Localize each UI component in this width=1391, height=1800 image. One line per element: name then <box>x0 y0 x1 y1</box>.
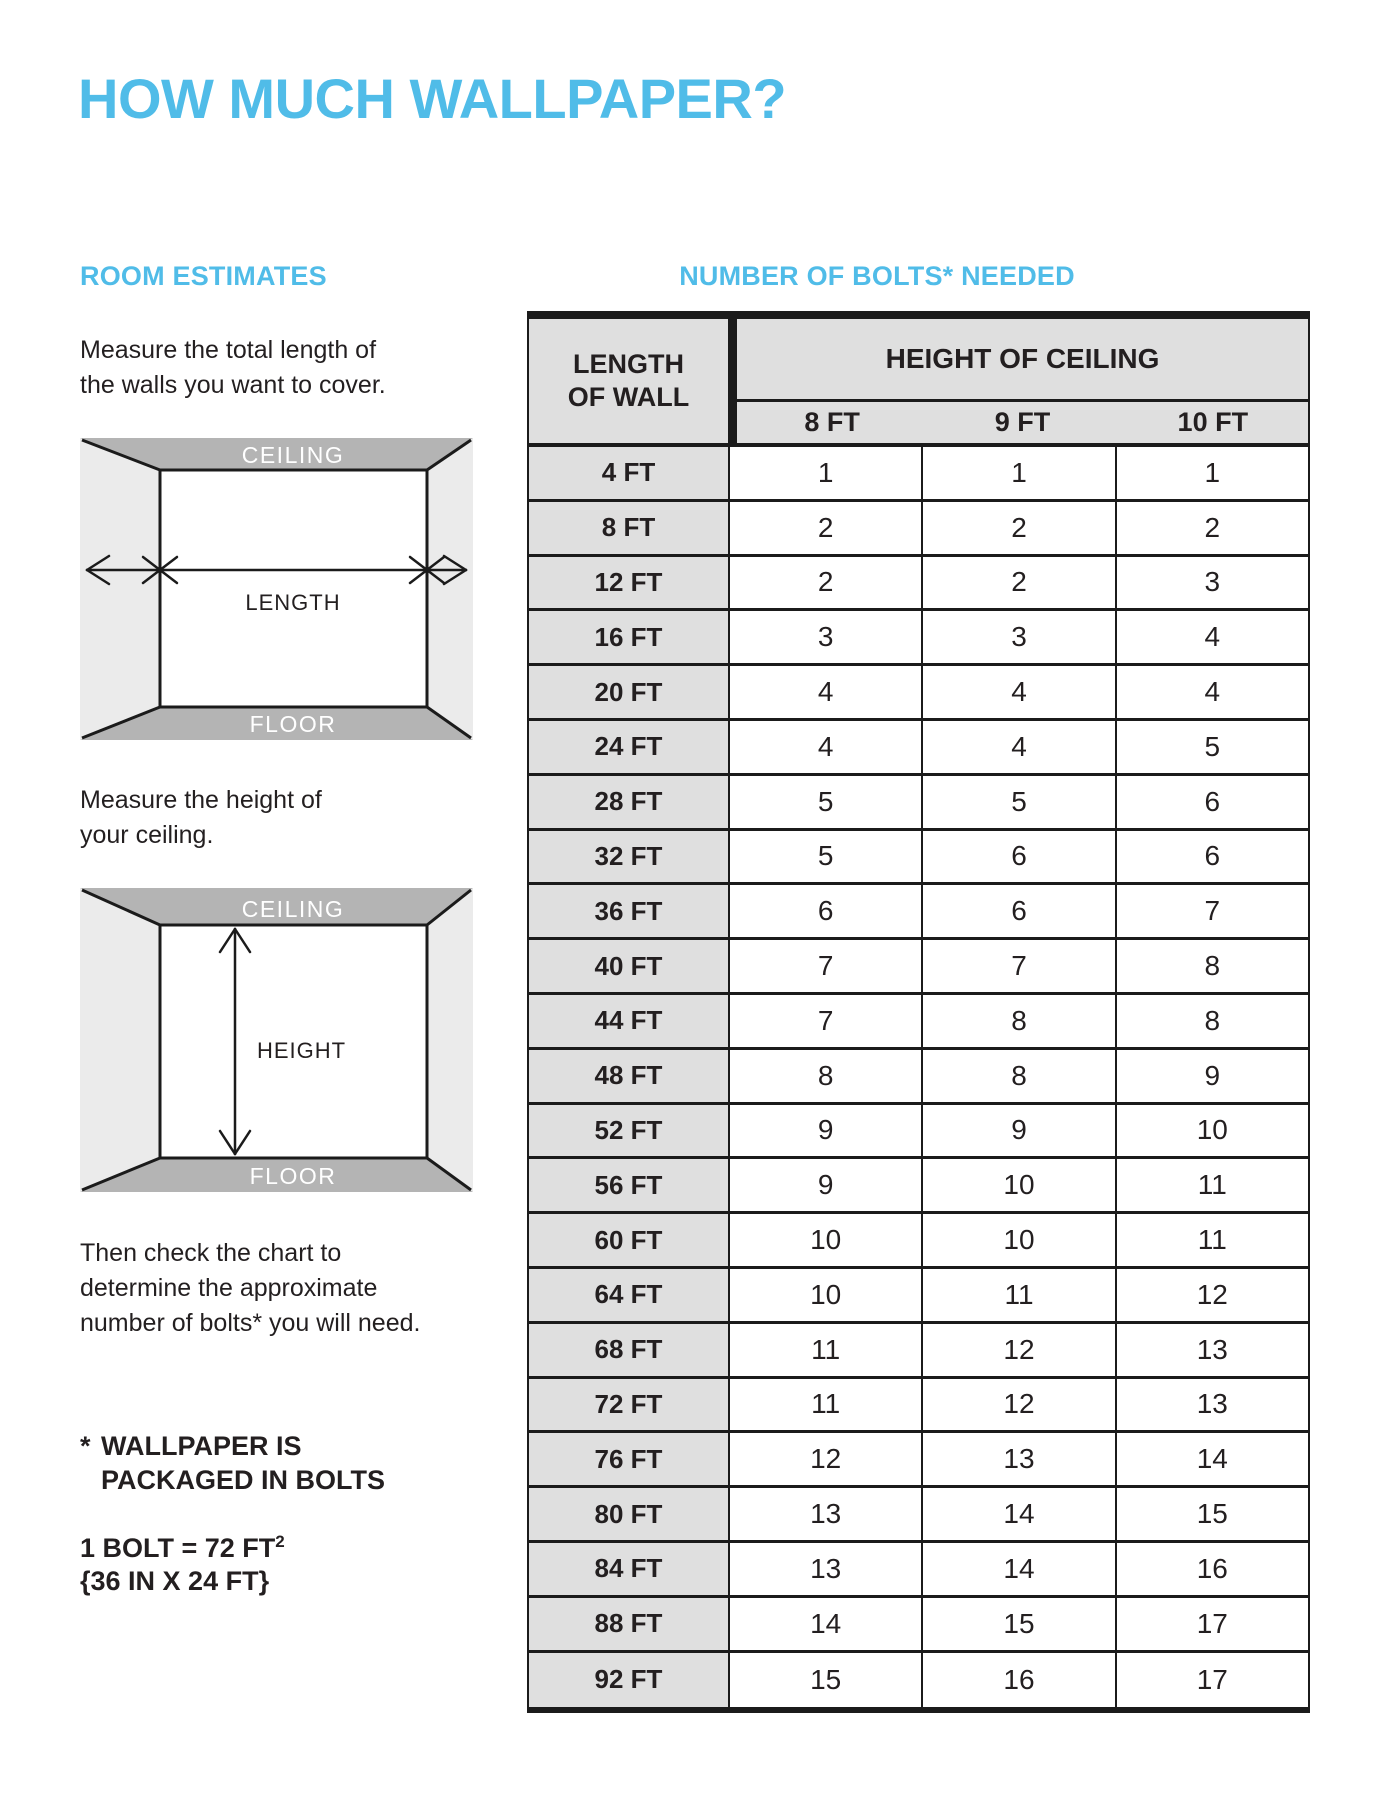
bolts-value: 1 <box>728 447 921 499</box>
instruction-step2-line1: Measure the height of <box>80 786 322 814</box>
bolts-value: 3 <box>1115 557 1310 609</box>
right-wall-surface <box>427 888 473 1192</box>
bolts-value: 10 <box>921 1214 1114 1266</box>
table-row <box>527 557 1310 612</box>
bolts-value: 4 <box>728 721 921 773</box>
column-subheaders <box>737 402 1308 443</box>
bolt-dimensions: {36 IN X 24 FT} <box>80 1566 270 1596</box>
bolts-value: 17 <box>1115 1598 1310 1650</box>
table-row <box>527 1433 1310 1488</box>
bolts-value: 6 <box>728 885 921 937</box>
table-row <box>527 502 1310 557</box>
row-length-label: 8 FT <box>527 502 728 554</box>
bolts-value: 4 <box>1115 666 1310 718</box>
bolts-value: 15 <box>728 1653 921 1708</box>
bolts-value: 2 <box>728 557 921 609</box>
bolts-value: 11 <box>1115 1214 1310 1266</box>
right-wall-surface <box>427 438 473 740</box>
room-height-diagram <box>80 888 473 1192</box>
ceiling-label: CEILING <box>241 442 345 468</box>
bolts-value: 7 <box>728 995 921 1047</box>
row-length-label: 20 FT <box>527 666 728 718</box>
bolts-value: 9 <box>1115 1050 1310 1102</box>
bolts-value: 9 <box>921 1105 1114 1157</box>
bolts-value: 4 <box>921 721 1114 773</box>
bolts-needed-table <box>527 311 1310 1713</box>
row-length-label: 56 FT <box>527 1159 728 1211</box>
table-row <box>527 611 1310 666</box>
bolts-value: 5 <box>728 776 921 828</box>
bolts-value: 13 <box>728 1488 921 1540</box>
bolts-value: 8 <box>728 1050 921 1102</box>
bolts-value: 12 <box>728 1433 921 1485</box>
bolts-value: 10 <box>921 1159 1114 1211</box>
row-length-label: 16 FT <box>527 611 728 663</box>
instruction-step3-line1: Then check the chart to <box>80 1239 342 1267</box>
bolts-value: 11 <box>921 1269 1114 1321</box>
row-length-label: 84 FT <box>527 1543 728 1595</box>
row-length-label: 60 FT <box>527 1214 728 1266</box>
room-length-diagram <box>80 438 473 740</box>
row-length-label: 72 FT <box>527 1379 728 1431</box>
column-group-header: HEIGHT OF CEILING <box>737 319 1308 402</box>
table-row <box>527 447 1310 502</box>
table-row <box>527 1379 1310 1434</box>
bolts-value: 5 <box>728 831 921 883</box>
left-wall-surface <box>80 888 160 1192</box>
table-row <box>527 1269 1310 1324</box>
bolts-value: 13 <box>921 1433 1114 1485</box>
row-length-label: 48 FT <box>527 1050 728 1102</box>
table-row <box>527 1598 1310 1653</box>
bolts-value: 11 <box>1115 1159 1310 1211</box>
page-title: HOW MUCH WALLPAPER? <box>78 67 787 130</box>
bolts-value: 5 <box>921 776 1114 828</box>
row-length-label: 64 FT <box>527 1269 728 1321</box>
bolts-value: 6 <box>921 831 1114 883</box>
row-length-label: 40 FT <box>527 940 728 992</box>
section-heading-room-estimates: ROOM ESTIMATES <box>80 261 327 291</box>
row-length-label: 28 FT <box>527 776 728 828</box>
bolts-value: 10 <box>728 1214 921 1266</box>
table-row <box>527 885 1310 940</box>
row-length-label: 92 FT <box>527 1653 728 1708</box>
table-row <box>527 940 1310 995</box>
row-length-label: 52 FT <box>527 1105 728 1157</box>
instruction-step2-line2: your ceiling. <box>80 821 214 849</box>
bolts-value: 8 <box>1115 995 1310 1047</box>
footnote-text <box>101 1429 385 1497</box>
bolts-value: 7 <box>1115 885 1310 937</box>
table-row <box>527 1653 1310 1708</box>
bolts-value: 9 <box>728 1105 921 1157</box>
bolts-value: 6 <box>921 885 1114 937</box>
table-row <box>527 831 1310 886</box>
bolts-value: 3 <box>728 611 921 663</box>
bolts-value: 14 <box>921 1488 1114 1540</box>
bolts-value: 17 <box>1115 1653 1310 1708</box>
bolts-footnote <box>80 1429 385 1497</box>
bolts-value: 8 <box>1115 940 1310 992</box>
row-length-label: 24 FT <box>527 721 728 773</box>
column-headers <box>728 319 1310 447</box>
bolts-value: 13 <box>728 1543 921 1595</box>
row-header-line1: LENGTH <box>573 349 684 379</box>
instruction-step3 <box>80 1236 420 1341</box>
table-row <box>527 721 1310 776</box>
instruction-step3-line2: determine the approximate <box>80 1274 378 1302</box>
bolt-size-info <box>80 1525 285 1598</box>
bolts-value: 12 <box>921 1324 1114 1376</box>
bolt-equation <box>80 1525 285 1565</box>
bolts-value: 13 <box>1115 1324 1310 1376</box>
table-row <box>527 776 1310 831</box>
row-length-label: 36 FT <box>527 885 728 937</box>
instruction-step1-line2: the walls you want to cover. <box>80 371 386 399</box>
section-heading-bolts-needed: NUMBER OF BOLTS* NEEDED <box>679 261 1075 291</box>
bolts-value: 4 <box>921 666 1114 718</box>
bolts-value: 15 <box>1115 1488 1310 1540</box>
ceiling-label: CEILING <box>241 896 345 922</box>
column-header-10ft: 10 FT <box>1177 407 1249 437</box>
footnote-line2: PACKAGED IN BOLTS <box>101 1465 386 1495</box>
table-row <box>527 1488 1310 1543</box>
row-header-length-of-wall <box>527 319 728 447</box>
bolts-value: 14 <box>728 1598 921 1650</box>
length-label: LENGTH <box>245 590 341 615</box>
table-row <box>527 1324 1310 1379</box>
bolts-value: 16 <box>1115 1543 1310 1595</box>
back-wall-surface <box>160 470 427 707</box>
bolts-value: 5 <box>1115 721 1310 773</box>
instruction-step2 <box>80 783 322 853</box>
bolts-value: 4 <box>728 666 921 718</box>
bolts-value: 12 <box>1115 1269 1310 1321</box>
bolts-value: 14 <box>1115 1433 1310 1485</box>
asterisk-marker: * <box>80 1431 91 1461</box>
table-row <box>527 1105 1310 1160</box>
bolt-equation-base: 1 BOLT = 72 FT <box>80 1533 276 1563</box>
left-wall-surface <box>80 438 160 740</box>
instruction-step1-line1: Measure the total length of <box>80 336 377 364</box>
bolts-value: 2 <box>1115 502 1310 554</box>
table-row <box>527 666 1310 721</box>
bolts-value: 7 <box>728 940 921 992</box>
bolts-value: 9 <box>728 1159 921 1211</box>
row-length-label: 4 FT <box>527 447 728 499</box>
bolt-equation-exponent: 2 <box>275 1532 285 1551</box>
bolts-value: 8 <box>921 995 1114 1047</box>
bolts-value: 1 <box>921 447 1114 499</box>
table-row <box>527 1050 1310 1105</box>
row-length-label: 76 FT <box>527 1433 728 1485</box>
bolts-value: 6 <box>1115 776 1310 828</box>
bolts-value: 12 <box>921 1379 1114 1431</box>
bolts-value: 4 <box>1115 611 1310 663</box>
bolts-value: 14 <box>921 1543 1114 1595</box>
bolts-value: 11 <box>728 1379 921 1431</box>
row-length-label: 32 FT <box>527 831 728 883</box>
instruction-step3-line3: number of bolts* you will need. <box>80 1309 421 1337</box>
table-row <box>527 1159 1310 1214</box>
footnote-line1: WALLPAPER IS <box>101 1431 302 1461</box>
column-header-9ft: 9 FT <box>994 407 1051 437</box>
floor-label: FLOOR <box>249 711 337 737</box>
bolts-value: 6 <box>1115 831 1310 883</box>
bolts-value: 7 <box>921 940 1114 992</box>
bolts-value: 11 <box>728 1324 921 1376</box>
bolts-value: 15 <box>921 1598 1114 1650</box>
bolts-value: 1 <box>1115 447 1310 499</box>
row-length-label: 44 FT <box>527 995 728 1047</box>
bolts-value: 2 <box>921 502 1114 554</box>
bolts-value: 10 <box>1115 1105 1310 1157</box>
bolts-value: 2 <box>728 502 921 554</box>
bolts-value: 10 <box>728 1269 921 1321</box>
row-length-label: 68 FT <box>527 1324 728 1376</box>
row-length-label: 12 FT <box>527 557 728 609</box>
bolts-value: 13 <box>1115 1379 1310 1431</box>
bolts-value: 2 <box>921 557 1114 609</box>
row-length-label: 88 FT <box>527 1598 728 1650</box>
table-row <box>527 995 1310 1050</box>
table-header <box>527 319 1310 447</box>
row-header-line2: OF WALL <box>567 382 690 412</box>
floor-label: FLOOR <box>249 1163 337 1189</box>
bolts-value: 16 <box>921 1653 1114 1708</box>
table-body <box>527 447 1310 1707</box>
column-header-8ft: 8 FT <box>804 407 860 437</box>
table-row <box>527 1214 1310 1269</box>
row-length-label: 80 FT <box>527 1488 728 1540</box>
instruction-step1 <box>80 333 386 403</box>
height-label: HEIGHT <box>257 1038 347 1063</box>
table-row <box>527 1543 1310 1598</box>
bolts-value: 3 <box>921 611 1114 663</box>
bolts-value: 8 <box>921 1050 1114 1102</box>
